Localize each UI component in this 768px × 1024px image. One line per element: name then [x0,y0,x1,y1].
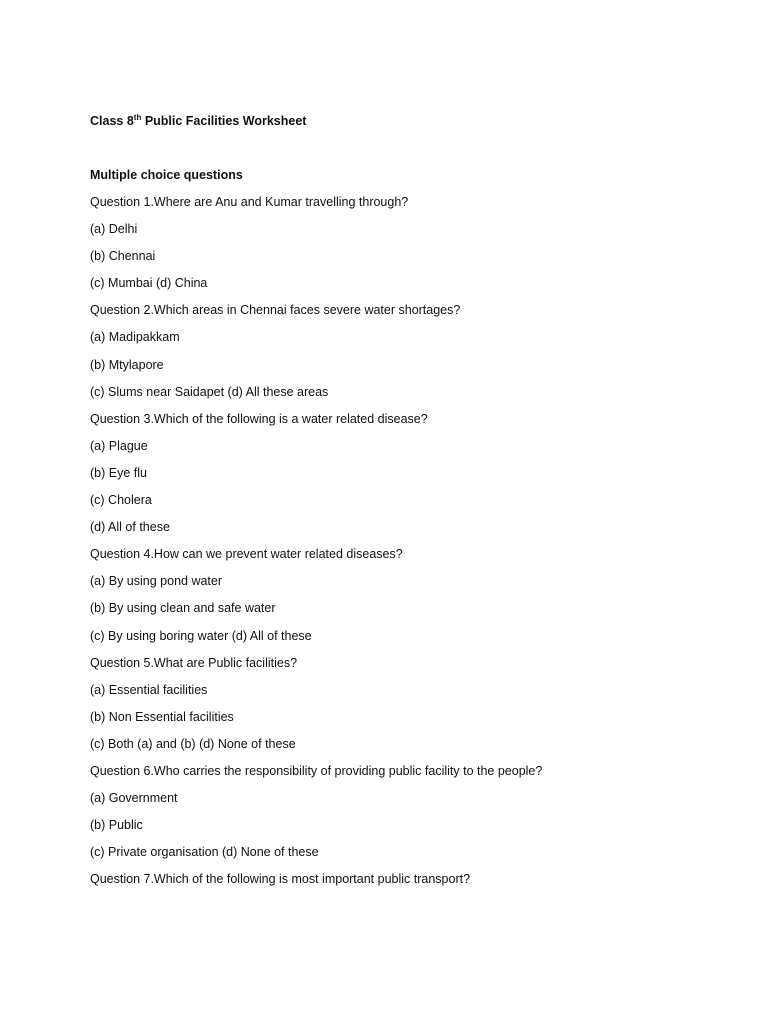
answer-option: (b) Mtylapore [90,357,164,372]
worksheet-content [90,112,710,897]
question-line: Question 6.Who carries the responsibility of providing public facility to the people? [90,763,543,778]
question-line: Question 3.Which of the following is a water related disease? [90,411,428,426]
answer-option: (b) Chennai [90,249,156,264]
answer-option: (b) By using clean and safe water [90,601,276,616]
answer-option: (b) Eye flu [90,465,147,480]
title-prefix: Class 8 [90,114,134,128]
answer-option: (b) Non Essential facilities [90,709,234,724]
answer-option: (d) All of these [90,520,170,535]
answer-option: (c) Both (a) and (b) (d) None of these [90,736,296,751]
answer-option: (c) Slums near Saidapet (d) All these areas [90,384,329,399]
answer-option: (c) By using boring water (d) All of these [90,628,312,643]
answer-option: (c) Mumbai (d) China [90,276,208,291]
answer-option: (a) Plague [90,438,148,453]
answer-option: (a) By using pond water [90,574,223,589]
question-line: Question 7.Which of the following is most important public transport? [90,872,471,887]
section-heading: Multiple choice questions [90,168,243,182]
answer-option: (c) Private organisation (d) None of these [90,845,319,860]
question-line: Question 1.Where are Anu and Kumar travelling through? [90,195,409,209]
answer-option: (b) Public [90,818,143,833]
answer-option: (a) Government [90,791,178,806]
question-line: Question 2.Which areas in Chennai faces severe water shortages? [90,303,461,318]
title-superscript: th [133,113,142,122]
question-line: Question 4.How can we prevent water related diseases? [90,547,403,562]
worksheet-title [90,112,710,131]
answer-option: (a) Madipakkam [90,330,180,345]
question-list [90,193,710,889]
title-suffix: Public Facilities Worksheet [141,114,307,128]
question-line: Question 5.What are Public facilities? [90,655,298,670]
answer-option: (a) Essential facilities [90,682,208,697]
answer-option: (a) Delhi [90,222,138,237]
answer-option: (c) Cholera [90,493,152,508]
